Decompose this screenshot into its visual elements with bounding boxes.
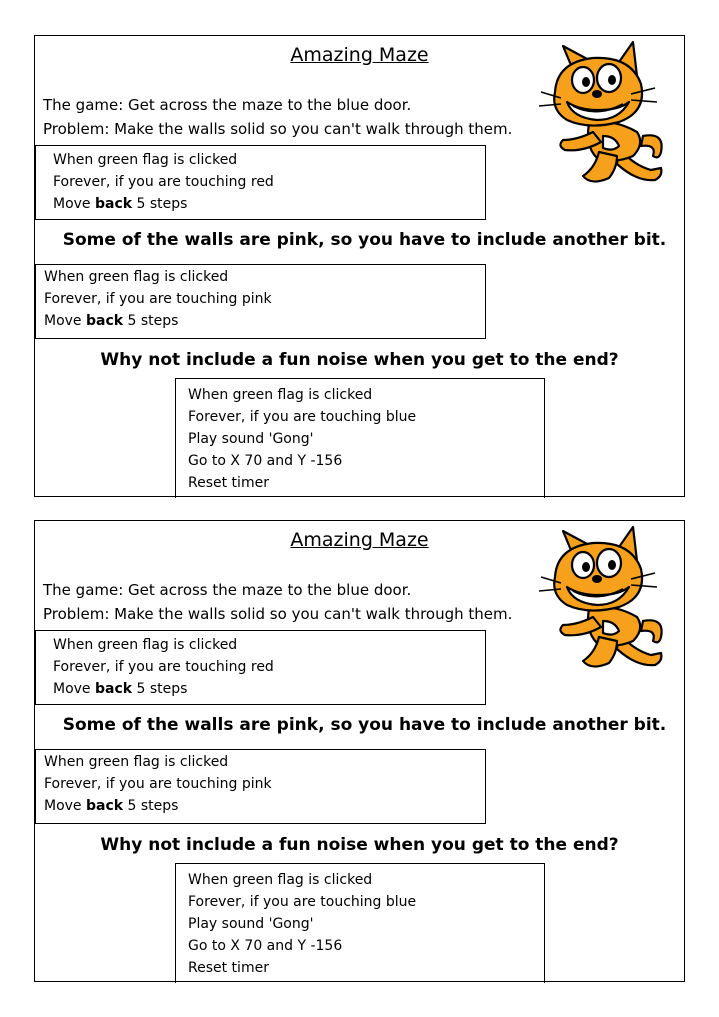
script-bold-text: back (95, 196, 133, 212)
script-line (53, 678, 485, 700)
script-line: Forever, if you are touching red (53, 659, 274, 675)
script-line: When green flag is clicked (53, 152, 238, 168)
script-line (53, 193, 485, 215)
script-line: Forever, if you are touching blue (188, 409, 417, 425)
pink-walls-heading: Some of the walls are pink, so you have to include another bit. (62, 715, 667, 735)
script-bold-text: back (86, 313, 124, 329)
script-line: Forever, if you are touching pink (44, 291, 272, 307)
intro-problem-text: Problem: Make the walls solid so you can't walk through them. (43, 120, 513, 138)
worksheet-card-bottom (34, 520, 685, 982)
script-text: 5 steps (123, 798, 179, 814)
script-line: Play sound 'Gong' (188, 431, 314, 447)
card-title: Amazing Maze (290, 529, 429, 551)
script-bold-text: back (86, 798, 124, 814)
pink-walls-heading: Some of the walls are pink, so you have to include another bit. (62, 230, 667, 250)
script-box-red (35, 630, 486, 705)
script-line: Forever, if you are touching pink (44, 776, 272, 792)
script-line: Reset timer (188, 960, 269, 976)
intro-game-text: The game: Get across the maze to the blue door. (43, 96, 412, 114)
script-line: Go to X 70 and Y -156 (188, 938, 343, 954)
script-line: When green flag is clicked (44, 269, 229, 285)
script-line: Go to X 70 and Y -156 (188, 453, 343, 469)
script-bold-text: back (95, 681, 133, 697)
script-line: Forever, if you are touching red (53, 174, 274, 190)
intro-problem-text: Problem: Make the walls solid so you can't walk through them. (43, 605, 513, 623)
script-box-blue (175, 378, 545, 498)
fun-noise-heading: Why not include a fun noise when you get to the end? (100, 350, 619, 370)
intro-game-text: The game: Get across the maze to the blue door. (43, 581, 412, 599)
fun-noise-heading: Why not include a fun noise when you get to the end? (100, 835, 619, 855)
script-box-pink (35, 749, 486, 824)
script-line: When green flag is clicked (188, 872, 373, 888)
script-line: Play sound 'Gong' (188, 916, 314, 932)
script-text: 5 steps (132, 681, 188, 697)
script-box-blue (175, 863, 545, 983)
script-box-pink (35, 264, 486, 339)
script-text: Move (44, 798, 86, 814)
card-title: Amazing Maze (290, 44, 429, 66)
script-line (44, 795, 485, 817)
script-text: Move (44, 313, 86, 329)
script-text: 5 steps (123, 313, 179, 329)
script-box-red (35, 145, 486, 220)
script-line: When green flag is clicked (53, 637, 238, 653)
script-line: Forever, if you are touching blue (188, 894, 417, 910)
script-line: When green flag is clicked (44, 754, 229, 770)
worksheet-card-top (34, 35, 685, 497)
script-text: Move (53, 196, 95, 212)
script-line: When green flag is clicked (188, 387, 373, 403)
script-text: Move (53, 681, 95, 697)
script-text: 5 steps (132, 196, 188, 212)
script-line (44, 310, 485, 332)
script-line: Reset timer (188, 475, 269, 491)
scratch-cat-icon (533, 40, 673, 190)
scratch-cat-icon (533, 525, 673, 675)
